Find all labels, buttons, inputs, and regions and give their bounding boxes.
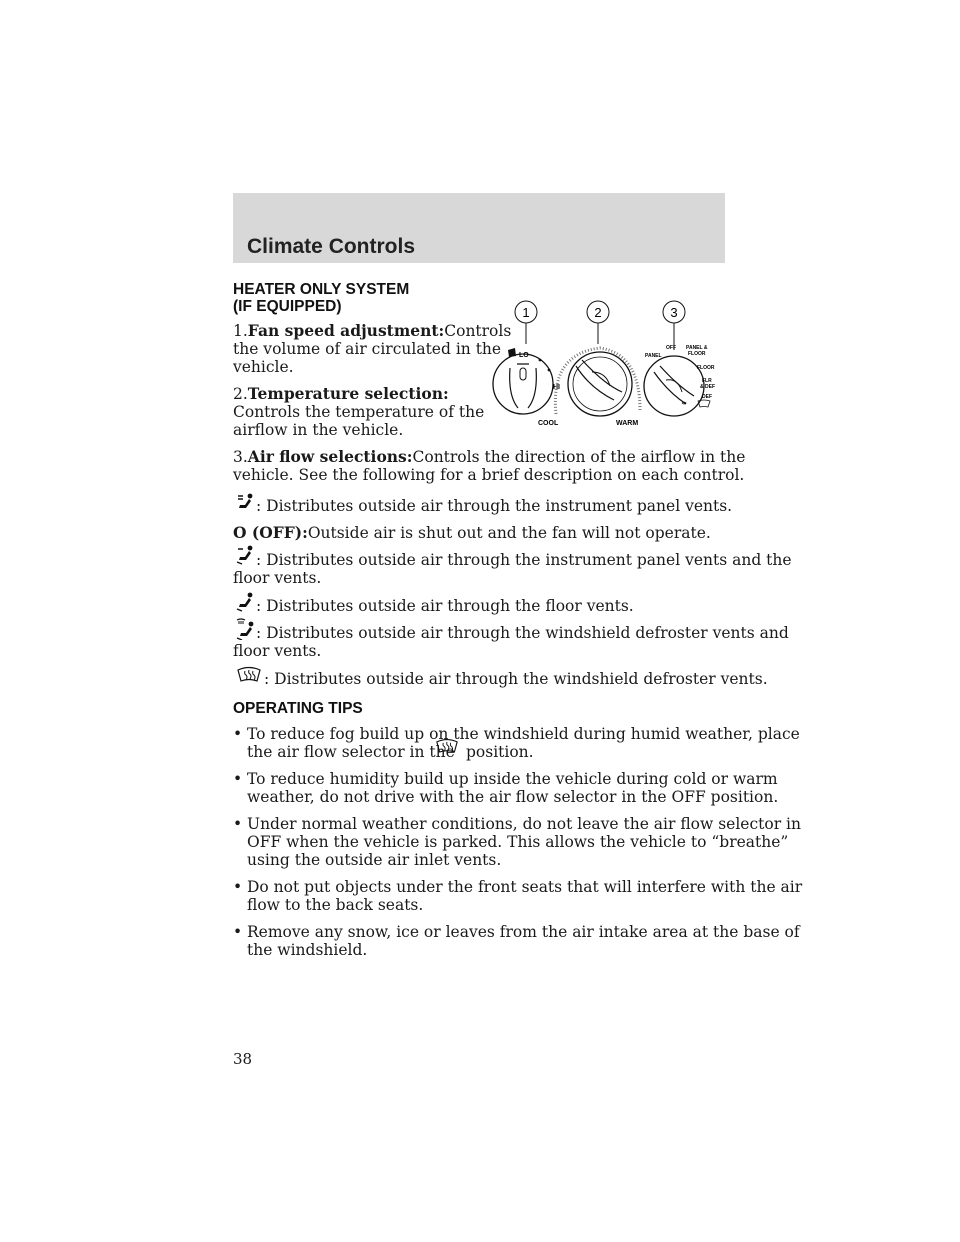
fan-speed-knob <box>493 348 560 414</box>
tip-text: the windshield. <box>247 941 368 959</box>
item-label: Temperature selection: <box>247 384 449 403</box>
item-3-line-2: vehicle. See the following for a brief description on each control. <box>233 466 745 484</box>
air-panel-label: PANEL <box>645 353 662 359</box>
mode-floor-text: : Distributes outside air through the floor vents. <box>256 597 634 615</box>
defrost-icon <box>435 738 459 755</box>
panel-vent-icon <box>236 493 256 511</box>
mode-off <box>233 524 711 542</box>
mode-floor-defrost-text-2: floor vents. <box>233 642 322 660</box>
page-number: 38 <box>233 1050 253 1068</box>
callout-label: 1 <box>522 305 530 320</box>
temp-cool-label: COOL <box>538 420 559 427</box>
air-flr-def-label: & DEF <box>700 384 715 390</box>
bullet: • <box>233 923 243 941</box>
item-number: 3. <box>233 448 248 466</box>
tip-text: the air flow selector in the <box>247 743 455 761</box>
item-number: 1. <box>233 322 248 340</box>
air-flow-knob <box>644 345 715 416</box>
tip-text: position. <box>466 743 534 761</box>
tip-text: flow to the back seats. <box>247 896 424 914</box>
heading-operating-tips: OPERATING TIPS <box>233 700 363 717</box>
heading-heater-only <box>233 281 409 315</box>
tip-text: weather, do not drive with the air flow selector in the OFF position. <box>247 788 779 806</box>
heater-control-diagram <box>490 296 725 446</box>
callout-2 <box>587 301 609 344</box>
panel-floor-vent-icon <box>236 545 256 565</box>
fan-icon <box>508 348 516 357</box>
bullet: • <box>233 725 243 743</box>
item-label: Air flow selections: <box>247 447 413 466</box>
temp-warm-label: WARM <box>616 420 639 427</box>
air-panel-floor-label: FLOOR <box>688 351 706 357</box>
callout-1 <box>515 301 537 344</box>
tip-text: To reduce humidity build up inside the vehicle during cold or warm <box>247 770 778 788</box>
mode-off-label: O (OFF): <box>233 523 308 542</box>
item-text: Controls the direction of the airflow in the <box>412 448 746 466</box>
mode-panel-floor-text-2: floor vents. <box>233 569 322 587</box>
fan-hi-label: HI <box>553 384 560 391</box>
item-1-line-1 <box>233 322 511 340</box>
item-2-line-2: Controls the temperature of the <box>233 403 485 421</box>
mode-off-text: Outside air is shut out and the fan will not operate. <box>307 524 711 542</box>
tip-text: To reduce fog build up on the windshield during humid weather, place <box>247 725 800 743</box>
mode-panel-floor-text: : Distributes outside air through the instrument panel vents and the <box>256 551 792 569</box>
item-2-line-1 <box>233 385 449 403</box>
item-number: 2. <box>233 385 248 403</box>
bullet: • <box>233 815 243 833</box>
air-flr-def-label: FLR <box>702 378 712 384</box>
air-off-label: OFF <box>666 345 676 351</box>
tip-text: OFF when the vehicle is parked. This allows the vehicle to “breathe” <box>247 833 789 851</box>
item-3-line-1 <box>233 448 745 466</box>
floor-vent-icon <box>236 592 256 612</box>
tip-text: Remove any snow, ice or leaves from the air intake area at the base of <box>247 923 800 941</box>
heading-line: (IF EQUIPPED) <box>233 298 342 315</box>
heading-line: HEATER ONLY SYSTEM <box>233 281 410 298</box>
defrost-icon <box>236 666 262 684</box>
item-text: Controls <box>444 322 512 340</box>
callout-label: 3 <box>670 305 678 320</box>
item-label: Fan speed adjustment: <box>247 321 445 340</box>
mode-defrost-text: : Distributes outside air through the windshield defroster vents. <box>264 670 768 688</box>
bullet: • <box>233 770 243 788</box>
floor-defrost-vent-icon <box>236 618 256 640</box>
callout-3 <box>663 301 685 350</box>
item-2-line-3: airflow in the vehicle. <box>233 421 404 439</box>
item-1-line-2: the volume of air circulated in the <box>233 340 502 358</box>
air-def-label: DEF <box>702 394 712 400</box>
section-title: Climate Controls <box>247 235 416 258</box>
fan-lo-label: LO <box>519 352 529 359</box>
air-panel-floor-label: PANEL & <box>686 345 708 351</box>
mode-floor-defrost-text: : Distributes outside air through the windshield defroster vents and <box>256 624 789 642</box>
tip-text: Do not put objects under the front seats that will interfere with the air <box>247 878 803 896</box>
bullet: • <box>233 878 243 896</box>
section-header <box>233 193 725 263</box>
tip-text: Under normal weather conditions, do not leave the air flow selector in <box>247 815 801 833</box>
mode-panel-text: : Distributes outside air through the instrument panel vents. <box>256 497 733 515</box>
air-floor-label: FLOOR <box>697 365 715 371</box>
item-1-line-3: vehicle. <box>233 358 294 376</box>
tip-text: using the outside air inlet vents. <box>247 851 502 869</box>
callout-label: 2 <box>594 305 602 320</box>
